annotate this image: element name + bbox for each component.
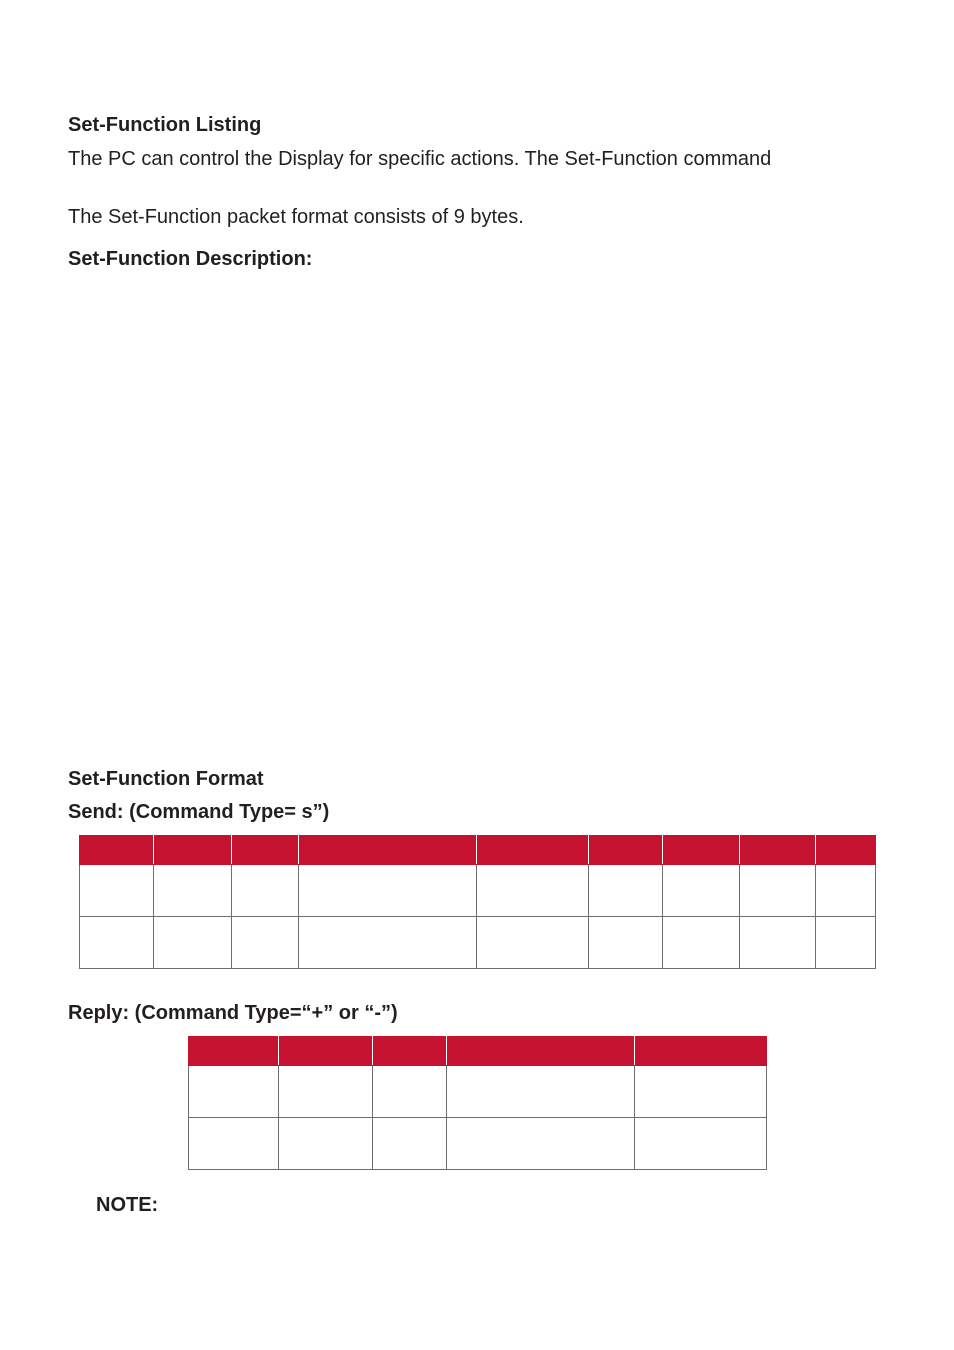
header-cell	[279, 1037, 373, 1066]
table-cell	[189, 1118, 279, 1170]
send-heading: Send: (Command Type= s”)	[68, 801, 330, 823]
table-cell	[477, 917, 589, 969]
table-cell	[80, 917, 154, 969]
format-heading: Set-Function Format	[68, 768, 264, 790]
table-cell	[447, 1066, 635, 1118]
header-cell	[635, 1037, 767, 1066]
table-cell	[373, 1066, 447, 1118]
intro-paragraph: The PC can control the Display for specific actions. The Set-Function command	[68, 148, 772, 170]
table-cell	[740, 865, 816, 917]
table-cell	[663, 917, 740, 969]
table-cell	[232, 917, 299, 969]
section-heading: Set-Function Listing	[68, 114, 262, 136]
table-cell	[635, 1118, 767, 1170]
table-row	[80, 865, 876, 917]
send-table-header	[80, 836, 876, 865]
table-row	[189, 1118, 767, 1170]
table-cell	[816, 865, 876, 917]
packet-format-text: The Set-Function packet format consists of 9 bytes.	[68, 206, 524, 228]
table-row	[80, 917, 876, 969]
description-label: Set-Function Description:	[68, 248, 313, 270]
table-cell	[189, 1066, 279, 1118]
reply-heading: Reply: (Command Type=“+” or “-”)	[68, 1002, 398, 1024]
table-cell	[279, 1066, 373, 1118]
table-cell	[154, 865, 232, 917]
table-cell	[299, 917, 477, 969]
header-cell	[80, 836, 154, 865]
reply-table	[188, 1036, 767, 1170]
header-cell	[816, 836, 876, 865]
table-cell	[589, 865, 663, 917]
header-cell	[299, 836, 477, 865]
table-cell	[477, 865, 589, 917]
table-cell	[447, 1118, 635, 1170]
table-row	[189, 1066, 767, 1118]
table-cell	[279, 1118, 373, 1170]
table-cell	[232, 865, 299, 917]
header-cell	[232, 836, 299, 865]
header-cell	[740, 836, 816, 865]
table-cell	[299, 865, 477, 917]
header-cell	[189, 1037, 279, 1066]
table-cell	[373, 1118, 447, 1170]
reply-table-header	[189, 1037, 767, 1066]
table-cell	[154, 917, 232, 969]
table-cell	[80, 865, 154, 917]
table-cell	[816, 917, 876, 969]
header-cell	[373, 1037, 447, 1066]
table-cell	[663, 865, 740, 917]
header-cell	[154, 836, 232, 865]
header-cell	[663, 836, 740, 865]
table-cell	[589, 917, 663, 969]
header-cell	[447, 1037, 635, 1066]
table-cell	[635, 1066, 767, 1118]
note-label: NOTE:	[96, 1194, 159, 1216]
table-cell	[740, 917, 816, 969]
header-cell	[589, 836, 663, 865]
header-cell	[477, 836, 589, 865]
send-table	[79, 835, 876, 969]
